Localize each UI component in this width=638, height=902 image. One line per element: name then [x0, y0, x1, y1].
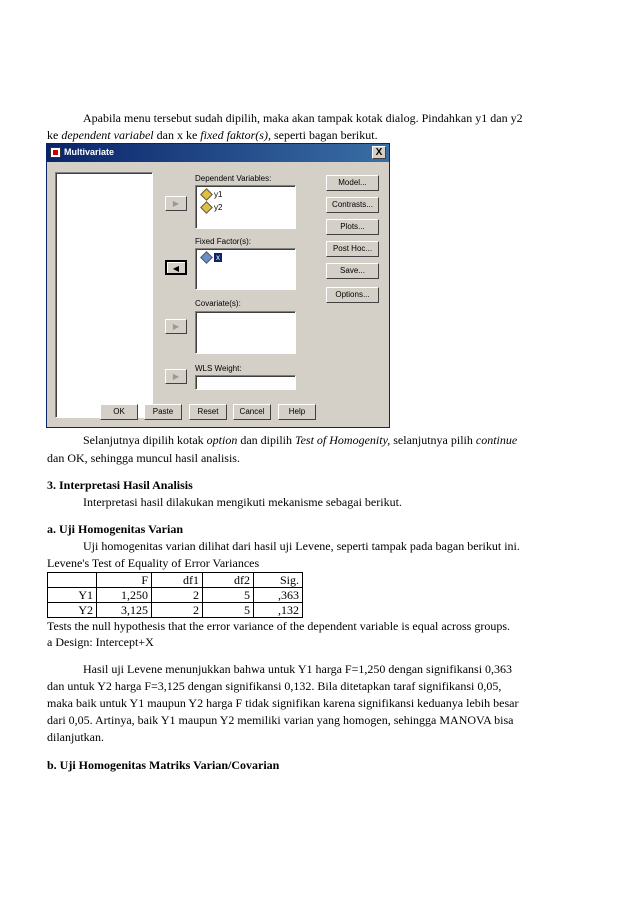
para2-mid1: dan dipilih — [237, 433, 295, 447]
section-b-heading: b. Uji Homogenitas Matriks Varian/Covarian — [47, 758, 280, 772]
move-to-covariate-button[interactable]: ▶ — [165, 319, 187, 334]
dialog-title: Multivariate — [64, 147, 115, 157]
dependent-list[interactable] — [195, 185, 296, 229]
header-cell: df1 — [152, 573, 203, 588]
table-row — [48, 588, 303, 603]
table-cell: 2 — [152, 588, 203, 603]
fixed-factor-list[interactable] — [195, 248, 296, 290]
close-icon[interactable]: X — [372, 146, 386, 159]
dialog-titlebar — [47, 144, 389, 162]
dependent-item-label: y1 — [214, 190, 223, 199]
wls-weight-field[interactable] — [195, 375, 296, 390]
table-cell: Y1 — [48, 588, 97, 603]
header-cell: df2 — [203, 573, 254, 588]
intro-line2-pre: ke — [47, 128, 62, 142]
table-cell: 1,250 — [97, 588, 152, 603]
para3-line-3: maka baik untuk Y1 maupun Y2 harga F tidak signifikan karena signifikansi keduanya lebih besar — [47, 696, 519, 710]
dependent-label: Dependent Variables: — [195, 174, 272, 183]
section-3-text: Interpretasi hasil dilakukan mengikuti mekanisme sebagai berikut. — [83, 495, 402, 509]
header-cell: Sig. — [254, 573, 303, 588]
list-item[interactable] — [202, 190, 222, 199]
levene-title: Levene's Test of Equality of Error Variances — [47, 556, 260, 570]
fixed-factor-label: Fixed Factor(s): — [195, 237, 252, 246]
contrasts-button[interactable]: Contrasts... — [326, 197, 379, 213]
variable-icon — [200, 202, 213, 215]
table-cell: ,132 — [254, 603, 303, 618]
covariates-list[interactable] — [195, 311, 296, 354]
reset-button[interactable]: Reset — [189, 404, 227, 420]
covariates-label: Covariate(s): — [195, 299, 241, 308]
intro-line-1: Apabila menu tersebut sudah dipilih, maka akan tampak kotak dialog. Pindahkan y1 dan y2 — [83, 111, 523, 125]
intro-italic-dependent: dependent variabel — [61, 128, 154, 142]
para3-line-5: dilanjutkan. — [47, 730, 104, 744]
section-a-heading: a. Uji Homogenitas Varian — [47, 522, 184, 536]
move-to-wls-button[interactable]: ▶ — [165, 369, 187, 384]
post-hoc-button[interactable]: Post Hoc... — [326, 241, 379, 257]
help-button[interactable]: Help — [278, 404, 316, 420]
cancel-button[interactable]: Cancel — [233, 404, 271, 420]
para2-italic-continue: continue — [475, 433, 518, 447]
table-cell: 3,125 — [97, 603, 152, 618]
model-button[interactable]: Model... — [326, 175, 379, 191]
para2-line-2: dan OK, sehingga muncul hasil analisis. — [47, 451, 240, 465]
para2-line-1 — [83, 433, 517, 448]
table-header-row — [48, 573, 303, 588]
paste-button[interactable]: Paste — [144, 404, 182, 420]
header-cell — [48, 573, 97, 588]
section-a-text: Uji homogenitas varian dilihat dari hasil uji Levene, seperti tampak pada bagan berikut ini. — [83, 539, 520, 553]
para2-italic-test: Test of Homogenity, — [295, 433, 391, 447]
table-cell: ,363 — [254, 588, 303, 603]
variable-icon — [200, 252, 213, 265]
levene-note-1: Tests the null hypothesis that the error variance of the dependent variable is equal across groups. — [47, 619, 511, 633]
source-variable-list[interactable] — [55, 172, 153, 418]
intro-line2-mid: dan x ke — [153, 128, 201, 142]
options-button[interactable]: Options... — [326, 287, 379, 303]
intro-italic-fixed: fixed faktor(s), — [200, 128, 271, 142]
header-cell: F — [97, 573, 152, 588]
list-item[interactable] — [202, 253, 222, 262]
para2-pre: Selanjutnya dipilih kotak — [83, 433, 207, 447]
app-icon — [50, 147, 61, 158]
para2-italic-option: option — [206, 433, 238, 447]
para2-mid2: selanjutnya pilih — [390, 433, 476, 447]
ok-button[interactable]: OK — [100, 404, 138, 420]
wls-weight-label: WLS Weight: — [195, 364, 242, 373]
table-cell: 2 — [152, 603, 203, 618]
fixed-item-label: x — [216, 253, 220, 262]
list-item[interactable] — [202, 203, 222, 212]
levene-note-2: a Design: Intercept+X — [47, 635, 154, 649]
save-button[interactable]: Save... — [326, 263, 379, 279]
table-cell: 5 — [203, 588, 254, 603]
para3-line-4: dari 0,05. Artinya, baik Y1 maupun Y2 memiliki varian yang homogen, sehingga MANOVA bisa — [47, 713, 514, 727]
move-to-fixed-button[interactable]: ◀ — [165, 260, 187, 275]
move-to-dependent-button[interactable]: ▶ — [165, 196, 187, 211]
para3-line-2: dan untuk Y2 harga F=3,125 dengan signifikansi 0,132. Bila ditetapkan taraf signifikansi 0,05, — [47, 679, 502, 693]
intro-line2-post: seperti bagan berikut. — [270, 128, 378, 142]
table-cell: Y2 — [48, 603, 97, 618]
table-cell: 5 — [203, 603, 254, 618]
intro-line-2 — [47, 128, 378, 143]
plots-button[interactable]: Plots... — [326, 219, 379, 235]
section-3-heading: 3. Interpretasi Hasil Analisis — [47, 478, 193, 492]
variable-icon — [200, 189, 213, 202]
multivariate-dialog — [46, 143, 390, 428]
table-row — [48, 603, 303, 618]
para3-line-1: Hasil uji Levene menunjukkan bahwa untuk Y1 harga F=1,250 dengan signifikansi 0,363 — [83, 662, 513, 676]
levene-table — [47, 572, 303, 618]
dependent-item-label: y2 — [214, 203, 223, 212]
